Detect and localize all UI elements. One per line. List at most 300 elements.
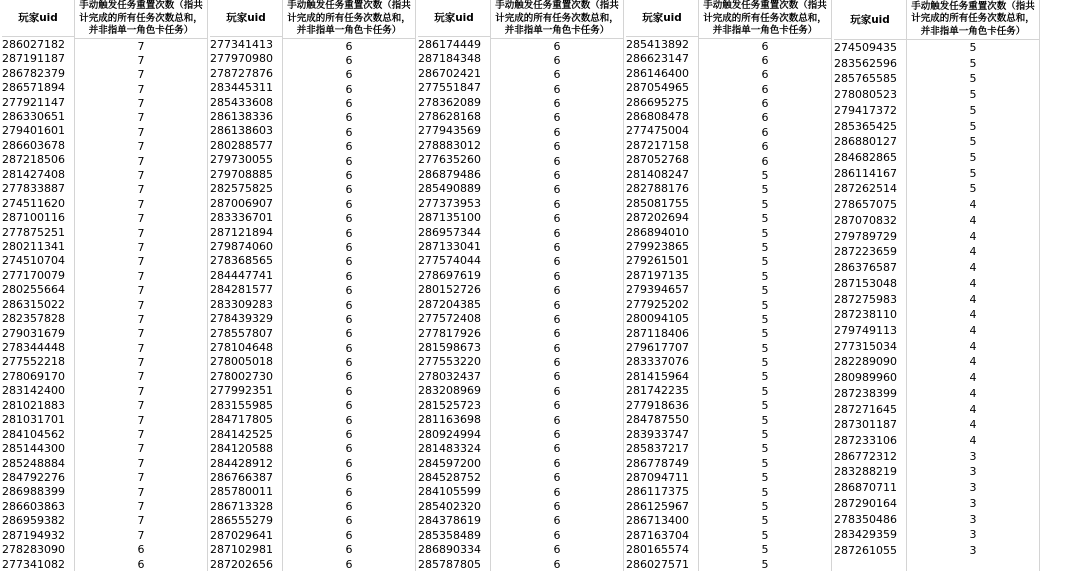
reset-count-cell[interactable]: 5 bbox=[761, 327, 769, 341]
uid-cell[interactable]: 278344448 bbox=[2, 341, 65, 355]
uid-cell[interactable]: 279031679 bbox=[2, 326, 65, 340]
reset-count-cell[interactable]: 6 bbox=[553, 356, 561, 370]
reset-count-cell[interactable]: 6 bbox=[553, 370, 561, 384]
reset-count-cell[interactable]: 6 bbox=[137, 557, 145, 571]
uid-cell[interactable]: 283429359 bbox=[834, 528, 897, 542]
uid-cell[interactable]: 286027182 bbox=[2, 37, 65, 51]
uid-cell[interactable]: 287029641 bbox=[210, 528, 273, 542]
reset-count-cell[interactable]: 6 bbox=[345, 53, 353, 67]
reset-count-cell[interactable]: 5 bbox=[761, 312, 769, 326]
reset-count-cell[interactable]: 6 bbox=[345, 456, 353, 470]
reset-count-cell[interactable]: 4 bbox=[969, 433, 977, 447]
reset-count-cell[interactable]: 6 bbox=[345, 154, 353, 168]
uid-cell[interactable]: 284682865 bbox=[834, 151, 897, 165]
reset-count-cell[interactable]: 7 bbox=[137, 456, 145, 470]
reset-count-cell[interactable]: 4 bbox=[969, 229, 977, 243]
uid-cell[interactable]: 285248884 bbox=[2, 456, 65, 470]
uid-cell[interactable]: 286603678 bbox=[2, 138, 65, 152]
uid-cell[interactable]: 278104648 bbox=[210, 341, 273, 355]
uid-cell[interactable]: 286027571 bbox=[626, 557, 689, 571]
uid-cell[interactable]: 283309283 bbox=[210, 297, 273, 311]
uid-cell[interactable]: 286695275 bbox=[626, 95, 689, 109]
uid-cell[interactable]: 284142525 bbox=[210, 427, 273, 441]
uid-cell[interactable]: 279617707 bbox=[626, 341, 689, 355]
uid-cell[interactable]: 284597200 bbox=[418, 456, 481, 470]
reset-count-cell[interactable]: 6 bbox=[761, 97, 769, 111]
reset-count-cell[interactable]: 4 bbox=[969, 308, 977, 322]
uid-cell[interactable]: 285490889 bbox=[418, 182, 481, 196]
reset-count-cell[interactable]: 6 bbox=[761, 68, 769, 82]
uid-cell[interactable]: 280924994 bbox=[418, 427, 481, 441]
reset-count-cell[interactable]: 4 bbox=[969, 402, 977, 416]
reset-count-cell[interactable]: 6 bbox=[553, 327, 561, 341]
reset-count-cell[interactable]: 5 bbox=[761, 456, 769, 470]
uid-cell[interactable]: 287184348 bbox=[418, 52, 481, 66]
reset-count-cell[interactable]: 6 bbox=[553, 456, 561, 470]
reset-count-cell[interactable]: 6 bbox=[345, 82, 353, 96]
uid-cell[interactable]: 277925202 bbox=[626, 297, 689, 311]
uid-cell[interactable]: 286146400 bbox=[626, 66, 689, 80]
uid-cell[interactable]: 285787805 bbox=[418, 557, 481, 571]
reset-count-cell[interactable]: 6 bbox=[345, 543, 353, 557]
uid-cell[interactable]: 284447741 bbox=[210, 268, 273, 282]
uid-cell[interactable]: 277551847 bbox=[418, 81, 481, 95]
reset-count-cell[interactable]: 3 bbox=[969, 465, 977, 479]
uid-cell[interactable]: 278727876 bbox=[210, 66, 273, 80]
reset-count-cell[interactable]: 6 bbox=[345, 442, 353, 456]
reset-count-cell[interactable]: 6 bbox=[553, 399, 561, 413]
reset-count-cell[interactable]: 5 bbox=[969, 41, 977, 54]
reset-count-cell[interactable]: 6 bbox=[553, 68, 561, 82]
uid-cell[interactable]: 280094105 bbox=[626, 312, 689, 326]
reset-count-cell[interactable]: 5 bbox=[761, 384, 769, 398]
uid-cell[interactable]: 286138336 bbox=[210, 110, 273, 124]
reset-count-cell[interactable]: 6 bbox=[345, 471, 353, 485]
uid-cell[interactable]: 278283090 bbox=[2, 543, 65, 557]
reset-count-cell[interactable]: 4 bbox=[969, 323, 977, 337]
reset-count-cell[interactable]: 5 bbox=[969, 182, 977, 196]
reset-count-cell[interactable]: 4 bbox=[969, 418, 977, 432]
uid-cell[interactable]: 286117375 bbox=[626, 485, 689, 499]
reset-count-cell[interactable]: 4 bbox=[969, 276, 977, 290]
reset-count-cell[interactable]: 6 bbox=[553, 97, 561, 111]
uid-cell[interactable]: 277572408 bbox=[418, 312, 481, 326]
uid-cell[interactable]: 285144300 bbox=[2, 442, 65, 456]
reset-count-cell[interactable]: 7 bbox=[137, 111, 145, 125]
uid-cell[interactable]: 279708885 bbox=[210, 167, 273, 181]
reset-count-cell[interactable]: 6 bbox=[553, 514, 561, 528]
uid-cell[interactable]: 281408247 bbox=[626, 167, 689, 181]
uid-cell[interactable]: 286315022 bbox=[2, 297, 65, 311]
uid-cell[interactable]: 286125967 bbox=[626, 499, 689, 513]
uid-cell[interactable]: 278368565 bbox=[210, 254, 273, 268]
reset-count-cell[interactable]: 7 bbox=[137, 169, 145, 183]
uid-cell[interactable]: 287261055 bbox=[834, 544, 897, 557]
reset-count-cell[interactable]: 6 bbox=[553, 226, 561, 240]
reset-count-cell[interactable]: 6 bbox=[345, 111, 353, 125]
reset-count-cell[interactable]: 7 bbox=[137, 68, 145, 82]
reset-count-cell[interactable]: 6 bbox=[345, 413, 353, 427]
uid-cell[interactable]: 274511620 bbox=[2, 196, 65, 210]
uid-cell[interactable]: 287238110 bbox=[834, 308, 897, 322]
uid-cell[interactable]: 277992351 bbox=[210, 384, 273, 398]
uid-header-cell[interactable]: 玩家uid bbox=[2, 0, 74, 37]
reset-count-cell[interactable]: 7 bbox=[137, 528, 145, 542]
reset-count-cell[interactable]: 7 bbox=[137, 226, 145, 240]
uid-cell[interactable]: 285365425 bbox=[834, 119, 897, 133]
reset-count-cell[interactable]: 6 bbox=[345, 384, 353, 398]
reset-count-cell[interactable]: 5 bbox=[761, 169, 769, 183]
reset-count-cell[interactable]: 5 bbox=[761, 442, 769, 456]
uid-cell[interactable]: 277943569 bbox=[418, 124, 481, 138]
uid-cell[interactable]: 286959382 bbox=[2, 514, 65, 528]
reset-count-cell[interactable]: 6 bbox=[345, 269, 353, 283]
reset-count-cell[interactable]: 6 bbox=[553, 428, 561, 442]
reset-count-cell[interactable]: 4 bbox=[969, 339, 977, 353]
reset-count-cell[interactable]: 7 bbox=[137, 240, 145, 254]
uid-cell[interactable]: 284105599 bbox=[418, 485, 481, 499]
reset-count-cell[interactable]: 6 bbox=[761, 140, 769, 154]
reset-count-cell[interactable]: 3 bbox=[969, 481, 977, 495]
reset-count-cell[interactable]: 6 bbox=[345, 356, 353, 370]
reset-count-cell[interactable]: 7 bbox=[137, 255, 145, 269]
reset-count-cell[interactable]: 7 bbox=[137, 327, 145, 341]
uid-cell[interactable]: 283142400 bbox=[2, 384, 65, 398]
uid-cell[interactable]: 274510704 bbox=[2, 254, 65, 268]
uid-cell[interactable]: 285765585 bbox=[834, 72, 897, 86]
reset-count-cell[interactable]: 6 bbox=[345, 68, 353, 82]
reset-count-header-cell[interactable]: 手动触发任务重置次数（指共计完成的所有任务次数总和，并非指单一角色卡任务） bbox=[907, 0, 1039, 40]
uid-cell[interactable]: 286713400 bbox=[626, 514, 689, 528]
reset-count-cell[interactable]: 6 bbox=[345, 514, 353, 528]
uid-cell[interactable]: 285413892 bbox=[626, 37, 689, 51]
uid-cell[interactable]: 277875251 bbox=[2, 225, 65, 239]
reset-count-cell[interactable]: 7 bbox=[137, 154, 145, 168]
reset-count-cell[interactable]: 6 bbox=[553, 557, 561, 571]
uid-cell[interactable]: 287301187 bbox=[834, 418, 897, 432]
uid-cell[interactable]: 285358489 bbox=[418, 528, 481, 542]
reset-count-cell[interactable]: 5 bbox=[761, 269, 769, 283]
uid-cell[interactable]: 287100116 bbox=[2, 211, 65, 225]
uid-cell[interactable]: 283933747 bbox=[626, 427, 689, 441]
reset-count-cell[interactable]: 4 bbox=[969, 355, 977, 369]
reset-count-cell[interactable]: 6 bbox=[345, 212, 353, 226]
reset-count-cell[interactable]: 6 bbox=[761, 82, 769, 96]
reset-count-cell[interactable]: 3 bbox=[969, 544, 977, 557]
reset-count-cell[interactable]: 6 bbox=[553, 169, 561, 183]
reset-count-cell[interactable]: 5 bbox=[761, 399, 769, 413]
uid-cell[interactable]: 287217158 bbox=[626, 138, 689, 152]
uid-cell[interactable]: 287070832 bbox=[834, 213, 897, 227]
uid-cell[interactable]: 286778749 bbox=[626, 456, 689, 470]
uid-cell[interactable]: 287118406 bbox=[626, 326, 689, 340]
uid-cell[interactable]: 281525723 bbox=[418, 398, 481, 412]
reset-count-cell[interactable]: 4 bbox=[969, 386, 977, 400]
uid-cell[interactable]: 281483324 bbox=[418, 442, 481, 456]
uid-cell[interactable]: 277921147 bbox=[2, 95, 65, 109]
reset-count-cell[interactable]: 4 bbox=[969, 245, 977, 259]
uid-cell[interactable]: 286766387 bbox=[210, 470, 273, 484]
uid-cell[interactable]: 287204385 bbox=[418, 297, 481, 311]
reset-count-cell[interactable]: 7 bbox=[137, 514, 145, 528]
reset-count-cell[interactable]: 5 bbox=[761, 514, 769, 528]
uid-cell[interactable]: 279923865 bbox=[626, 239, 689, 253]
uid-cell[interactable]: 278697619 bbox=[418, 268, 481, 282]
uid-cell[interactable]: 279417372 bbox=[834, 103, 897, 117]
reset-count-cell[interactable]: 6 bbox=[345, 140, 353, 154]
reset-count-cell[interactable]: 6 bbox=[345, 557, 353, 571]
reset-count-cell[interactable]: 5 bbox=[761, 197, 769, 211]
reset-count-cell[interactable]: 5 bbox=[761, 413, 769, 427]
reset-count-cell[interactable]: 6 bbox=[345, 284, 353, 298]
reset-count-cell[interactable]: 6 bbox=[761, 111, 769, 125]
uid-cell[interactable]: 283288219 bbox=[834, 465, 897, 479]
reset-count-cell[interactable]: 6 bbox=[553, 82, 561, 96]
reset-count-cell[interactable]: 6 bbox=[345, 240, 353, 254]
uid-cell[interactable]: 277833887 bbox=[2, 182, 65, 196]
uid-cell[interactable]: 274509435 bbox=[834, 41, 897, 54]
reset-count-cell[interactable]: 3 bbox=[969, 449, 977, 463]
reset-count-cell[interactable]: 6 bbox=[345, 169, 353, 183]
reset-count-cell[interactable]: 5 bbox=[761, 298, 769, 312]
uid-cell[interactable]: 286603863 bbox=[2, 499, 65, 513]
uid-cell[interactable]: 278350486 bbox=[834, 512, 897, 526]
reset-count-cell[interactable]: 6 bbox=[553, 341, 561, 355]
reset-count-cell[interactable]: 7 bbox=[137, 384, 145, 398]
reset-count-cell[interactable]: 6 bbox=[553, 240, 561, 254]
reset-count-cell[interactable]: 5 bbox=[761, 471, 769, 485]
reset-count-header-cell[interactable]: 手动触发任务重置次数（指共计完成的所有任务次数总和，并非指单一角色卡任务） bbox=[699, 0, 831, 39]
uid-cell[interactable]: 286702421 bbox=[418, 66, 481, 80]
reset-count-cell[interactable]: 7 bbox=[137, 53, 145, 67]
uid-cell[interactable]: 287202694 bbox=[626, 211, 689, 225]
uid-cell[interactable]: 287233106 bbox=[834, 433, 897, 447]
reset-count-cell[interactable]: 5 bbox=[761, 543, 769, 557]
reset-count-cell[interactable]: 5 bbox=[761, 500, 769, 513]
uid-cell[interactable]: 286870711 bbox=[834, 481, 897, 495]
reset-count-cell[interactable]: 3 bbox=[969, 512, 977, 526]
reset-count-cell[interactable]: 7 bbox=[137, 485, 145, 499]
uid-cell[interactable]: 287290164 bbox=[834, 496, 897, 510]
reset-count-cell[interactable]: 6 bbox=[345, 312, 353, 326]
reset-count-cell[interactable]: 5 bbox=[969, 56, 977, 70]
uid-cell[interactable]: 287153048 bbox=[834, 276, 897, 290]
uid-cell[interactable]: 287197135 bbox=[626, 268, 689, 282]
uid-cell[interactable]: 281163698 bbox=[418, 413, 481, 427]
reset-count-cell[interactable]: 7 bbox=[137, 399, 145, 413]
uid-header-cell[interactable]: 玩家uid bbox=[626, 0, 698, 37]
reset-count-cell[interactable]: 6 bbox=[345, 399, 353, 413]
uid-cell[interactable]: 287006907 bbox=[210, 196, 273, 210]
reset-count-cell[interactable]: 7 bbox=[137, 356, 145, 370]
uid-cell[interactable]: 281742235 bbox=[626, 384, 689, 398]
uid-cell[interactable]: 286894010 bbox=[626, 225, 689, 239]
uid-cell[interactable]: 280165574 bbox=[626, 543, 689, 557]
uid-cell[interactable]: 283336701 bbox=[210, 211, 273, 225]
uid-cell[interactable]: 283445311 bbox=[210, 81, 273, 95]
reset-count-cell[interactable]: 6 bbox=[553, 442, 561, 456]
reset-count-cell[interactable]: 5 bbox=[969, 103, 977, 117]
uid-cell[interactable]: 287094711 bbox=[626, 470, 689, 484]
uid-cell[interactable]: 278628168 bbox=[418, 110, 481, 124]
reset-count-cell[interactable]: 6 bbox=[345, 226, 353, 240]
uid-cell[interactable]: 287262514 bbox=[834, 182, 897, 196]
reset-count-header-cell[interactable]: 手动触发任务重置次数（指共计完成的所有任务次数总和，并非指单一角色卡任务） bbox=[283, 0, 415, 39]
uid-cell[interactable]: 281415964 bbox=[626, 369, 689, 383]
uid-cell[interactable]: 277341082 bbox=[2, 557, 65, 571]
uid-cell[interactable]: 277552218 bbox=[2, 355, 65, 369]
reset-count-cell[interactable]: 6 bbox=[553, 125, 561, 139]
reset-count-cell[interactable]: 6 bbox=[553, 500, 561, 513]
uid-cell[interactable]: 284281577 bbox=[210, 283, 273, 297]
reset-count-cell[interactable]: 7 bbox=[137, 212, 145, 226]
uid-cell[interactable]: 278080523 bbox=[834, 88, 897, 102]
reset-count-cell[interactable]: 7 bbox=[137, 471, 145, 485]
reset-count-cell[interactable]: 5 bbox=[761, 428, 769, 442]
reset-count-cell[interactable]: 6 bbox=[553, 543, 561, 557]
uid-cell[interactable]: 287275983 bbox=[834, 292, 897, 306]
uid-cell[interactable]: 284792276 bbox=[2, 470, 65, 484]
uid-cell[interactable]: 278557807 bbox=[210, 326, 273, 340]
uid-cell[interactable]: 286623147 bbox=[626, 52, 689, 66]
uid-cell[interactable]: 286174449 bbox=[418, 37, 481, 51]
reset-count-cell[interactable]: 6 bbox=[553, 471, 561, 485]
uid-cell[interactable]: 278657075 bbox=[834, 198, 897, 212]
reset-count-cell[interactable]: 6 bbox=[345, 428, 353, 442]
uid-cell[interactable]: 283155985 bbox=[210, 398, 273, 412]
uid-cell[interactable]: 281031701 bbox=[2, 413, 65, 427]
uid-cell[interactable]: 284104562 bbox=[2, 427, 65, 441]
uid-cell[interactable]: 286713328 bbox=[210, 499, 273, 513]
reset-count-cell[interactable]: 5 bbox=[761, 485, 769, 499]
reset-count-cell[interactable]: 7 bbox=[137, 298, 145, 312]
reset-count-cell[interactable]: 5 bbox=[969, 135, 977, 149]
uid-cell[interactable]: 281598673 bbox=[418, 341, 481, 355]
reset-count-header-cell[interactable]: 手动触发任务重置次数（指共计完成的所有任务次数总和，并非指单一角色卡任务） bbox=[75, 0, 207, 39]
uid-cell[interactable]: 286376587 bbox=[834, 261, 897, 275]
uid-cell[interactable]: 282357828 bbox=[2, 312, 65, 326]
reset-count-cell[interactable]: 6 bbox=[553, 212, 561, 226]
reset-count-cell[interactable]: 7 bbox=[137, 370, 145, 384]
uid-cell[interactable]: 280288577 bbox=[210, 138, 273, 152]
uid-cell[interactable]: 287218506 bbox=[2, 153, 65, 167]
reset-count-cell[interactable]: 6 bbox=[553, 413, 561, 427]
reset-count-cell[interactable]: 6 bbox=[553, 269, 561, 283]
reset-count-cell[interactable]: 4 bbox=[969, 371, 977, 385]
uid-cell[interactable]: 280211341 bbox=[2, 239, 65, 253]
uid-cell[interactable]: 284120588 bbox=[210, 442, 273, 456]
uid-cell[interactable]: 283208969 bbox=[418, 384, 481, 398]
uid-cell[interactable]: 279789729 bbox=[834, 229, 897, 243]
uid-cell[interactable]: 284428912 bbox=[210, 456, 273, 470]
uid-header-cell[interactable]: 玩家uid bbox=[210, 0, 282, 37]
reset-count-cell[interactable]: 6 bbox=[553, 528, 561, 542]
uid-cell[interactable]: 287223659 bbox=[834, 245, 897, 259]
reset-count-cell[interactable]: 6 bbox=[553, 140, 561, 154]
uid-cell[interactable]: 279749113 bbox=[834, 323, 897, 337]
reset-count-cell[interactable]: 6 bbox=[553, 197, 561, 211]
reset-count-cell[interactable]: 6 bbox=[553, 183, 561, 197]
reset-count-cell[interactable]: 3 bbox=[969, 496, 977, 510]
reset-count-cell[interactable]: 5 bbox=[969, 88, 977, 102]
reset-count-cell[interactable]: 7 bbox=[137, 183, 145, 197]
uid-cell[interactable]: 279730055 bbox=[210, 153, 273, 167]
uid-cell[interactable]: 277341413 bbox=[210, 37, 273, 51]
uid-header-cell[interactable]: 玩家uid bbox=[834, 0, 906, 40]
uid-cell[interactable]: 283562596 bbox=[834, 56, 897, 70]
uid-cell[interactable]: 280255664 bbox=[2, 283, 65, 297]
uid-cell[interactable]: 277574044 bbox=[418, 254, 481, 268]
reset-count-cell[interactable]: 4 bbox=[969, 261, 977, 275]
uid-cell[interactable]: 284787550 bbox=[626, 413, 689, 427]
reset-count-cell[interactable]: 7 bbox=[137, 140, 145, 154]
reset-count-cell[interactable]: 6 bbox=[553, 284, 561, 298]
uid-cell[interactable]: 286138603 bbox=[210, 124, 273, 138]
reset-count-cell[interactable]: 5 bbox=[761, 255, 769, 269]
uid-cell[interactable]: 287102981 bbox=[210, 543, 273, 557]
reset-count-cell[interactable]: 7 bbox=[137, 312, 145, 326]
uid-cell[interactable]: 278002730 bbox=[210, 369, 273, 383]
reset-count-cell[interactable]: 6 bbox=[345, 197, 353, 211]
reset-count-cell[interactable]: 7 bbox=[137, 500, 145, 513]
reset-count-cell[interactable]: 4 bbox=[969, 292, 977, 306]
reset-count-cell[interactable]: 6 bbox=[553, 53, 561, 67]
uid-cell[interactable]: 284717805 bbox=[210, 413, 273, 427]
reset-count-cell[interactable]: 6 bbox=[553, 384, 561, 398]
uid-cell[interactable]: 281427408 bbox=[2, 167, 65, 181]
uid-header-cell[interactable]: 玩家uid bbox=[418, 0, 490, 37]
uid-cell[interactable]: 286330651 bbox=[2, 110, 65, 124]
reset-count-cell[interactable]: 5 bbox=[761, 226, 769, 240]
reset-count-cell[interactable]: 5 bbox=[969, 166, 977, 180]
uid-cell[interactable]: 287054965 bbox=[626, 81, 689, 95]
uid-cell[interactable]: 287133041 bbox=[418, 239, 481, 253]
uid-cell[interactable]: 285837217 bbox=[626, 442, 689, 456]
reset-count-cell[interactable]: 5 bbox=[969, 151, 977, 165]
uid-cell[interactable]: 286571894 bbox=[2, 81, 65, 95]
uid-cell[interactable]: 278069170 bbox=[2, 369, 65, 383]
uid-cell[interactable]: 287202656 bbox=[210, 557, 273, 571]
reset-count-cell[interactable]: 6 bbox=[345, 97, 353, 111]
reset-count-cell[interactable]: 6 bbox=[345, 485, 353, 499]
uid-cell[interactable]: 277475004 bbox=[626, 124, 689, 138]
reset-count-cell[interactable]: 5 bbox=[761, 557, 769, 571]
reset-count-cell[interactable]: 4 bbox=[969, 198, 977, 212]
uid-cell[interactable]: 285433608 bbox=[210, 95, 273, 109]
reset-count-cell[interactable]: 7 bbox=[137, 284, 145, 298]
uid-cell[interactable]: 286879486 bbox=[418, 167, 481, 181]
reset-count-cell[interactable]: 7 bbox=[137, 269, 145, 283]
reset-count-cell[interactable]: 6 bbox=[553, 255, 561, 269]
reset-count-cell[interactable]: 3 bbox=[969, 528, 977, 542]
reset-count-cell[interactable]: 6 bbox=[345, 183, 353, 197]
uid-cell[interactable]: 287135100 bbox=[418, 211, 481, 225]
reset-count-cell[interactable]: 5 bbox=[761, 356, 769, 370]
reset-count-cell[interactable]: 7 bbox=[137, 125, 145, 139]
reset-count-cell[interactable]: 6 bbox=[553, 39, 561, 53]
uid-cell[interactable]: 286957344 bbox=[418, 225, 481, 239]
reset-count-cell[interactable]: 6 bbox=[345, 39, 353, 53]
reset-count-cell[interactable]: 5 bbox=[969, 72, 977, 86]
uid-cell[interactable]: 280989960 bbox=[834, 371, 897, 385]
uid-cell[interactable]: 281021883 bbox=[2, 398, 65, 412]
reset-count-cell[interactable]: 6 bbox=[761, 125, 769, 139]
uid-cell[interactable]: 284378619 bbox=[418, 514, 481, 528]
reset-count-cell[interactable]: 7 bbox=[137, 82, 145, 96]
uid-cell[interactable]: 279401601 bbox=[2, 124, 65, 138]
uid-cell[interactable]: 286890334 bbox=[418, 543, 481, 557]
reset-count-cell[interactable]: 7 bbox=[137, 428, 145, 442]
